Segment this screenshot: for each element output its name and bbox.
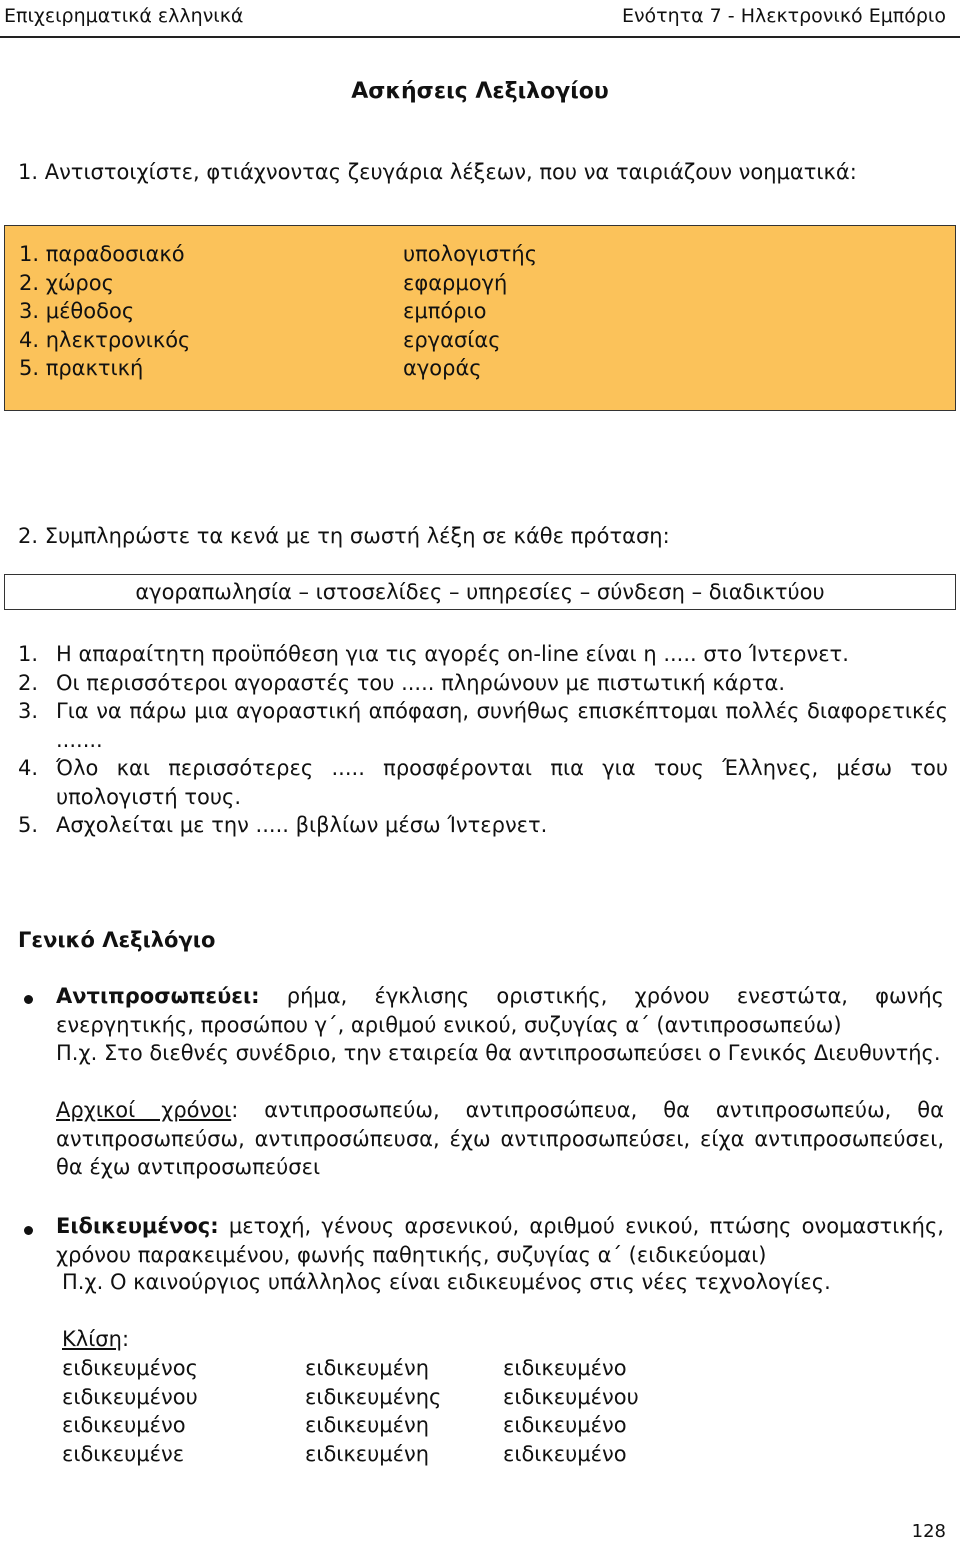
sentence-item xyxy=(18,669,948,698)
page-number: 128 xyxy=(911,1521,946,1542)
matching-right-item: αγοράς xyxy=(403,356,482,380)
header-right-title: Ενότητα 7 - Ηλεκτρονικό Εμπόριο xyxy=(621,5,946,27)
tenses-text: : αντιπροσωπεύω, αντιπροσώπευα, θα αντιπροσωπεύω, θα αντιπροσωπεύσω, αντιπροσώπευσα, έχω αντιπροσωπεύσει, είχα αντιπροσωπεύσει, θα έχω αντιπροσωπεύσει xyxy=(56,1098,944,1179)
sentence-text: Η απαραίτητη προϋπόθεση για τις αγορές on-line είναι η ..... στο Ίντερνετ. xyxy=(56,642,849,666)
declension-cell: ειδικευμένο xyxy=(503,1356,627,1380)
declension-row xyxy=(62,1383,762,1412)
sentence-text: Όλο και περισσότερες ..... προσφέρονται πια για τους Έλληνες, μέσω του υπολογιστή τους. xyxy=(56,756,948,809)
declension-cell: ειδικευμένη xyxy=(305,1356,430,1380)
matching-left-item: 5. πρακτική xyxy=(19,356,144,380)
header-left-title: Επιχειρηματικά ελληνικά xyxy=(4,5,244,27)
vocab-term: Ειδικευμένος: xyxy=(56,1214,219,1238)
sentence-text: Για να πάρω μια αγοραστική απόφαση, συνήθως επισκέπτομαι πολλές διαφορετικές ....... xyxy=(56,699,948,752)
matching-left-item: 1. παραδοσιακό xyxy=(19,242,185,266)
vocab-example: Π.χ. Ο καινούργιος υπάλληλος είναι ειδικευμένος στις νέες τεχνολογίες. xyxy=(62,1270,831,1294)
matching-right-item: εμπόριο xyxy=(403,299,487,323)
sentence-number: 5. xyxy=(18,813,39,837)
declension-colon: : xyxy=(121,1327,130,1351)
declension-row xyxy=(62,1354,762,1383)
page-title: Ασκήσεις Λεξιλογίου xyxy=(351,79,609,104)
bullet-icon xyxy=(24,995,33,1004)
declension-cell: ειδικευμένου xyxy=(62,1384,198,1409)
matching-right-column xyxy=(403,240,537,383)
declension-cell: ειδικευμένου xyxy=(503,1384,639,1409)
matching-box xyxy=(4,225,956,411)
principal-tenses xyxy=(56,1096,944,1182)
sentence-number: 3. xyxy=(18,699,39,723)
sentence-item xyxy=(18,697,948,754)
declension-table xyxy=(62,1354,762,1468)
declension-cell: ειδικευμένη xyxy=(305,1413,430,1437)
matching-right-item: εργασίας xyxy=(403,327,501,352)
bullet-icon xyxy=(24,1226,33,1235)
sentence-number: 4. xyxy=(18,756,39,780)
matching-right-item: υπολογιστής xyxy=(403,242,538,266)
vocab-term: Αντιπροσωπεύει: xyxy=(56,984,260,1008)
vocab-definition: μετοχή, γένους αρσενικού, αριθμού ενικού, πτώσης ονομαστικής, χρόνου παρακειμένου, φωνής παθητικής, συζυγίας α΄ (ειδικεύομαι) xyxy=(56,1214,944,1267)
sentence-item xyxy=(18,754,948,811)
declension-row xyxy=(62,1440,762,1469)
header-divider xyxy=(0,36,960,38)
exercise2-instruction: 2. Συμπληρώστε τα κενά με τη σωστή λέξη σε κάθε πρόταση: xyxy=(18,524,670,548)
sentence-item xyxy=(18,811,948,840)
declension-heading xyxy=(62,1325,129,1354)
matching-left-item: 4. ηλεκτρονικός xyxy=(19,327,191,352)
declension-row xyxy=(62,1411,762,1440)
sentence-list xyxy=(18,640,948,840)
tenses-label: Αρχικοί χρόνοι xyxy=(56,1098,232,1122)
vocab-entry-eidikevmenos xyxy=(56,1212,944,1269)
sentence-item xyxy=(18,640,948,669)
declension-label: Κλίση xyxy=(62,1327,122,1351)
sentence-number: 1. xyxy=(18,642,39,666)
declension-cell: ειδικευμένο xyxy=(503,1441,627,1466)
declension-cell: ειδικευμένο xyxy=(62,1413,186,1437)
declension-cell: ειδικευμένη xyxy=(305,1441,430,1466)
exercise1-instruction: 1. Αντιστοιχίστε, φτιάχνοντας ζευγάρια λέξεων, που να ταιριάζουν νοηματικά: xyxy=(18,160,857,184)
matching-left-column xyxy=(19,240,190,383)
sentence-text: Ασχολείται με την ..... βιβλίων μέσω Ίντερνετ. xyxy=(56,813,548,837)
declension-cell: ειδικευμένε xyxy=(62,1441,185,1466)
sentence-number: 2. xyxy=(18,670,39,695)
word-bank: αγοραπωλησία – ιστοσελίδες – υπηρεσίες – σύνδεση – διαδικτύου xyxy=(4,574,956,610)
declension-cell: ειδικευμένο xyxy=(503,1413,627,1437)
vocab-definition: ρήμα, έγκλισης οριστικής, χρόνου ενεστώτα, φωνής ενεργητικής, προσώπου γ΄, αριθμού ενικού, συζυγίας α΄ (αντιπροσωπεύω) xyxy=(56,984,944,1037)
matching-left-item: 2. χώρος xyxy=(19,270,114,295)
declension-cell: ειδικευμένης xyxy=(305,1384,442,1409)
vocab-example: Π.χ. Στο διεθνές συνέδριο, την εταιρεία θα αντιπροσωπεύσει ο Γενικός Διευθυντής. xyxy=(56,1041,941,1065)
vocabulary-title: Γενικό Λεξιλόγιο xyxy=(18,928,216,952)
matching-left-item: 3. μέθοδος xyxy=(19,299,135,323)
sentence-text: Οι περισσότεροι αγοραστές του ..... πληρώνουν με πιστωτική κάρτα. xyxy=(56,670,786,695)
matching-right-item: εφαρμογή xyxy=(403,270,508,295)
vocab-entry-antiprosopevei xyxy=(56,982,944,1039)
declension-cell: ειδικευμένος xyxy=(62,1356,198,1380)
